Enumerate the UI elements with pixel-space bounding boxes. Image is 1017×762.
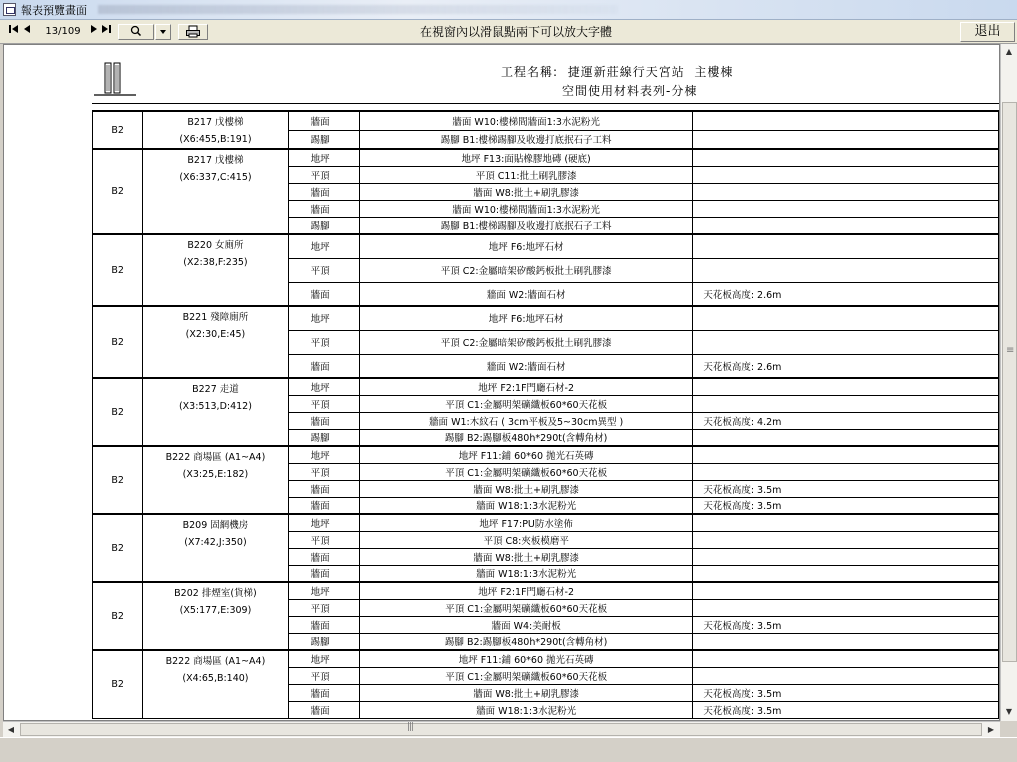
note-cell	[693, 395, 999, 412]
material-cell: 地坪 F6:地坪石材	[360, 306, 693, 330]
material-cell: 平頂 C1:金屬明架礦纖板60*60天花板	[360, 667, 693, 684]
category-cell: 牆面	[288, 565, 359, 582]
category-cell: 平頂	[288, 258, 359, 282]
category-cell: 踢腳	[288, 217, 359, 234]
floor-level-cell: B2	[93, 514, 143, 582]
table-row	[93, 306, 999, 330]
note-cell: 天花板高度: 3.5m	[693, 684, 999, 701]
note-cell	[693, 111, 999, 130]
category-cell: 地坪	[288, 650, 359, 667]
category-cell: 踢腳	[288, 429, 359, 446]
room-cell	[143, 234, 288, 306]
material-cell: 地坪 F13:面貼橡膠地磚 (硬底)	[360, 149, 693, 166]
room-cell	[143, 514, 288, 582]
category-cell: 地坪	[288, 514, 359, 531]
report-subtitle: 空間使用材料表列-分棟	[562, 84, 698, 98]
material-cell: 牆面 W10:樓梯間牆面1:3水泥粉光	[360, 200, 693, 217]
category-cell: 平頂	[288, 330, 359, 354]
magnifier-icon	[129, 25, 143, 37]
project-name: 捷運新莊線行天宮站	[567, 65, 685, 79]
chevron-down-icon	[159, 29, 167, 35]
room-name: B202 排煙室(貨梯)	[174, 588, 257, 599]
material-cell: 平頂 C1:金屬明架礦纖板60*60天花板	[360, 599, 693, 616]
materials-table	[92, 110, 999, 719]
note-cell: 天花板高度: 3.5m	[693, 616, 999, 633]
room-cell	[143, 378, 288, 446]
floor-level-cell: B2	[93, 378, 143, 446]
room-coordinate: (X2:30,E:45)	[185, 329, 246, 340]
room-name: B222 商場區 (A1~A4)	[165, 656, 266, 667]
search-dropdown-button[interactable]	[155, 24, 171, 40]
category-cell: 平頂	[288, 166, 359, 183]
floor-level-cell: B2	[93, 306, 143, 378]
next-page-button[interactable]	[89, 24, 99, 40]
first-page-button[interactable]	[8, 24, 20, 40]
report-page-view[interactable]	[3, 44, 1000, 721]
note-cell	[693, 234, 999, 258]
material-cell: 地坪 F2:1F門廳石材-2	[360, 378, 693, 395]
room-name: B209 固網機房	[182, 520, 249, 531]
category-cell: 地坪	[288, 306, 359, 330]
room-coordinate: (X6:455,B:191)	[179, 134, 252, 145]
material-cell: 地坪 F11:鋪 60*60 拋光石英磚	[360, 650, 693, 667]
status-bar	[0, 737, 1017, 762]
note-cell	[693, 378, 999, 395]
category-cell: 地坪	[288, 582, 359, 599]
next-page-icon	[89, 24, 99, 34]
note-cell	[693, 531, 999, 548]
category-cell: 牆面	[288, 412, 359, 429]
note-cell	[693, 306, 999, 330]
window-title: 報表預覽畫面	[21, 4, 87, 17]
category-cell: 地坪	[288, 149, 359, 166]
category-cell: 牆面	[288, 701, 359, 718]
search-button[interactable]	[118, 24, 154, 40]
material-cell: 平頂 C8:夾板模磨平	[360, 531, 693, 548]
floor-level-cell: B2	[93, 111, 143, 149]
header-divider	[92, 103, 1000, 104]
category-cell: 踢腳	[288, 130, 359, 149]
room-name: B217 戊樓梯	[187, 155, 244, 166]
note-cell	[693, 258, 999, 282]
room-coordinate: (X6:337,C:415)	[179, 172, 252, 183]
material-cell: 牆面 W8:批土+刷乳膠漆	[360, 684, 693, 701]
table-row	[93, 378, 999, 395]
note-cell	[693, 548, 999, 565]
category-cell: 平頂	[288, 531, 359, 548]
material-cell: 平頂 C1:金屬明架礦纖板60*60天花板	[360, 463, 693, 480]
building-name: 主樓棟	[694, 65, 734, 79]
room-name: B222 商場區 (A1~A4)	[165, 452, 266, 463]
note-cell: 天花板高度: 2.6m	[693, 282, 999, 306]
category-cell: 牆面	[288, 354, 359, 378]
note-cell	[693, 446, 999, 463]
material-cell: 牆面 W10:樓梯間牆面1:3水泥粉光	[360, 111, 693, 130]
prev-page-icon	[22, 24, 32, 34]
page-indicator: 13/109	[45, 26, 81, 37]
note-cell: 天花板高度: 3.5m	[693, 701, 999, 718]
note-cell	[693, 166, 999, 183]
material-cell: 平頂 C2:金屬暗架矽酸鈣板批土刷乳膠漆	[360, 258, 693, 282]
scroll-down-icon[interactable]: ▼	[1005, 707, 1013, 716]
note-cell	[693, 200, 999, 217]
horizontal-scroll-thumb[interactable]	[20, 723, 982, 736]
category-cell: 牆面	[288, 548, 359, 565]
window-icon	[3, 3, 16, 16]
note-cell	[693, 463, 999, 480]
last-page-icon	[100, 24, 112, 34]
room-cell	[143, 306, 288, 378]
floor-level-cell: B2	[93, 446, 143, 514]
category-cell: 牆面	[288, 183, 359, 200]
material-cell: 地坪 F2:1F門廳石材-2	[360, 582, 693, 599]
room-coordinate: (X4:65,B:140)	[182, 673, 249, 684]
material-cell: 牆面 W18:1:3水泥粉光	[360, 701, 693, 718]
note-cell	[693, 565, 999, 582]
floor-level-cell: B2	[93, 650, 143, 718]
material-cell: 平頂 C1:金屬明架礦纖板60*60天花板	[360, 395, 693, 412]
table-row	[93, 111, 999, 130]
material-cell: 牆面 W8:批土+刷乳膠漆	[360, 183, 693, 200]
room-coordinate: (X3:25,E:182)	[182, 469, 249, 480]
material-cell: 踢腳 B2:踢腳板480h*290t(含轉角材)	[360, 429, 693, 446]
table-row	[93, 650, 999, 667]
prev-page-button[interactable]	[22, 24, 32, 40]
note-cell: 天花板高度: 3.5m	[693, 480, 999, 497]
zoom-hint-text: 在視窗內以滑鼠點兩下可以放大字體	[420, 25, 613, 39]
material-cell: 牆面 W8:批土+刷乳膠漆	[360, 480, 693, 497]
note-cell: 天花板高度: 3.5m	[693, 497, 999, 514]
material-cell: 牆面 W8:批土+刷乳膠漆	[360, 548, 693, 565]
material-cell: 牆面 W2:牆面石材	[360, 282, 693, 306]
note-cell	[693, 667, 999, 684]
room-cell	[143, 446, 288, 514]
category-cell: 牆面	[288, 111, 359, 130]
material-cell: 踢腳 B1:樓梯踢腳及收邊打底抿石子工料	[360, 217, 693, 234]
room-cell	[143, 650, 288, 718]
category-cell: 地坪	[288, 378, 359, 395]
room-coordinate: (X2:38,F:235)	[183, 257, 248, 268]
toolbar	[0, 20, 1017, 44]
category-cell: 牆面	[288, 497, 359, 514]
material-cell: 平頂 C11:批土刷乳膠漆	[360, 166, 693, 183]
category-cell: 牆面	[288, 616, 359, 633]
note-cell	[693, 582, 999, 599]
material-cell: 牆面 W4:美耐板	[360, 616, 693, 633]
category-cell: 牆面	[288, 480, 359, 497]
scroll-up-icon[interactable]: ▲	[1005, 47, 1013, 56]
note-cell	[693, 330, 999, 354]
note-cell	[693, 633, 999, 650]
note-cell	[693, 514, 999, 531]
note-cell	[693, 130, 999, 149]
vertical-scrollbar[interactable]	[1000, 44, 1017, 721]
table-row	[93, 446, 999, 463]
note-cell	[693, 217, 999, 234]
room-name: B217 戊樓梯	[187, 117, 244, 128]
room-coordinate: (X5:177,E:309)	[179, 605, 252, 616]
category-cell: 踢腳	[288, 633, 359, 650]
category-cell: 牆面	[288, 200, 359, 217]
room-cell	[143, 111, 288, 149]
category-cell: 平頂	[288, 667, 359, 684]
floor-level-cell: B2	[93, 149, 143, 234]
material-cell: 地坪 F11:鋪 60*60 拋光石英磚	[360, 446, 693, 463]
note-cell	[693, 599, 999, 616]
project-header	[501, 63, 733, 80]
note-cell	[693, 149, 999, 166]
scrollbar-corner	[1000, 721, 1017, 737]
room-cell	[143, 582, 288, 650]
material-cell: 牆面 W18:1:3水泥粉光	[360, 497, 693, 514]
material-cell: 地坪 F17:PU防水塗佈	[360, 514, 693, 531]
floor-level-cell: B2	[93, 234, 143, 306]
category-cell: 牆面	[288, 282, 359, 306]
room-name: B221 殘障廁所	[182, 312, 249, 323]
category-cell: 平頂	[288, 599, 359, 616]
note-cell: 天花板高度: 2.6m	[693, 354, 999, 378]
table-row	[93, 514, 999, 531]
material-cell: 牆面 W1:木紋石 ( 3cm平板及5~30cm異型 )	[360, 412, 693, 429]
first-page-icon	[8, 24, 20, 34]
title-bar	[0, 0, 1017, 20]
room-coordinate: (X7:42,J:350)	[184, 537, 247, 548]
material-cell: 踢腳 B1:樓梯踢腳及收邊打底抿石子工料	[360, 130, 693, 149]
vertical-scroll-thumb[interactable]	[1002, 102, 1017, 662]
room-coordinate: (X3:513,D:412)	[178, 401, 252, 412]
note-cell	[693, 429, 999, 446]
table-row	[93, 582, 999, 599]
category-cell: 地坪	[288, 446, 359, 463]
print-button[interactable]	[178, 24, 208, 40]
last-page-button[interactable]	[100, 24, 112, 40]
scroll-left-icon[interactable]: ◀	[7, 725, 15, 734]
building-logo-icon	[92, 59, 138, 97]
room-name: B220 女廁所	[187, 240, 244, 251]
exit-button[interactable]: 退出	[960, 22, 1015, 42]
material-cell: 牆面 W2:牆面石材	[360, 354, 693, 378]
table-row	[93, 149, 999, 166]
horizontal-scrollbar[interactable]	[3, 721, 1000, 737]
note-cell	[693, 650, 999, 667]
room-cell	[143, 149, 288, 234]
scroll-right-icon[interactable]: ▶	[987, 725, 995, 734]
material-cell: 平頂 C2:金屬暗架矽酸鈣板批土刷乳膠漆	[360, 330, 693, 354]
title-bar-obscured-area	[98, 5, 618, 14]
note-cell	[693, 183, 999, 200]
category-cell: 平頂	[288, 395, 359, 412]
project-label: 工程名稱:	[501, 65, 559, 79]
room-name: B227 走道	[192, 384, 239, 395]
category-cell: 牆面	[288, 684, 359, 701]
category-cell: 地坪	[288, 234, 359, 258]
material-cell: 地坪 F6:地坪石材	[360, 234, 693, 258]
floor-level-cell: B2	[93, 582, 143, 650]
note-cell: 天花板高度: 4.2m	[693, 412, 999, 429]
material-cell: 踢腳 B2:踢腳板480h*290t(含轉角材)	[360, 633, 693, 650]
category-cell: 平頂	[288, 463, 359, 480]
material-cell: 牆面 W18:1:3水泥粉光	[360, 565, 693, 582]
printer-icon	[185, 25, 201, 38]
table-row	[93, 234, 999, 258]
